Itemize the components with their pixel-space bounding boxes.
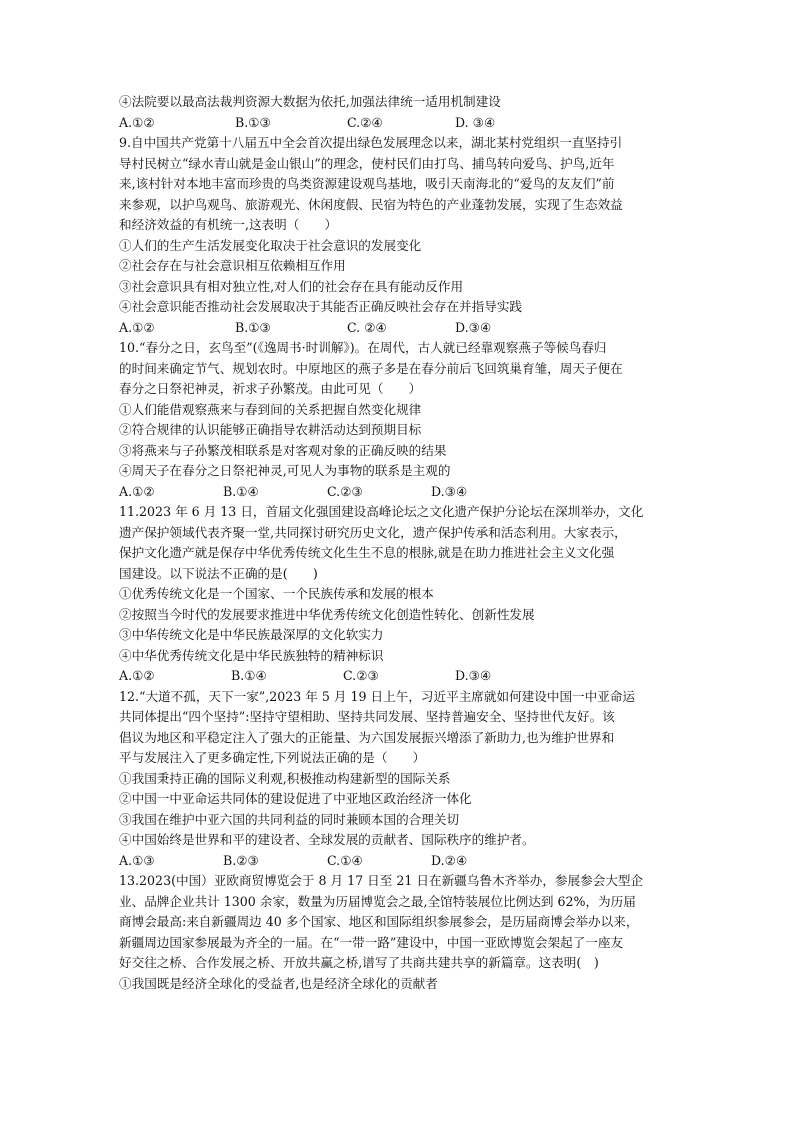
q8-options	[119, 113, 689, 134]
q11-option-a[interactable]: A.①②	[119, 668, 155, 683]
q11-options	[119, 666, 689, 687]
q13-item-1: ①我国既是经济全球化的受益者,也是经济全球化的贡献者	[119, 975, 438, 991]
q10-item-1: ①人们能借观察燕来与春到间的关系把握自然变化规律	[119, 401, 422, 417]
exam-page	[119, 92, 689, 994]
q8-option-a[interactable]: A.①②	[119, 114, 155, 130]
q10-options	[119, 482, 689, 503]
q12-options	[119, 851, 689, 872]
q13-stem-line: 业、品牌企业共计 1300 余家，数量为历届博览会之最,全馆特装展位比例达到 62%，为历届	[119, 893, 636, 909]
q12-item-4: ④中国始终是世界和平的建设者、全球发展的贡献者、国际秩序的维护者。	[119, 832, 535, 847]
q9-option-c[interactable]: C. ②④	[347, 319, 387, 335]
q11-stem-line: 保护文化遗产就是保存中华优秀传统文化生生不息的根脉,就是在助力推进社会主义文化强	[119, 545, 615, 560]
q10-stem-line: 春分之日祭祀神灵，祈求子孙繁茂。由此可见（ ）	[119, 381, 422, 396]
q11-item-4: ④中华优秀传统文化是中华民族独特的精神标识	[119, 647, 384, 663]
question-8-tail	[119, 92, 689, 133]
q11-item-1: ①优秀传统文化是一个国家、一个民族传承和发展的根本	[119, 586, 434, 601]
q12-option-b[interactable]: B.②③	[223, 852, 259, 868]
q9-option-a[interactable]: A.①②	[119, 319, 155, 335]
q11-option-b[interactable]: B.①④	[231, 668, 267, 683]
q12-option-d[interactable]: D.②④	[431, 852, 468, 868]
q11-option-c[interactable]: C.②③	[343, 668, 379, 683]
q9-option-d[interactable]: D.③④	[455, 319, 492, 335]
q10-stem-line: 的时间来确定节气、规划农时。中原地区的燕子多是在春分前后飞回筑巢育雏，周天子便在	[119, 360, 623, 376]
question-11	[119, 502, 689, 687]
q9-item-4: ④社会意识能否推动社会发展取决于其能否正确反映社会存在并指导实践	[119, 299, 522, 314]
q12-option-c[interactable]: C.①④	[327, 852, 363, 868]
q11-option-d[interactable]: D.③④	[455, 668, 492, 683]
q8-item-4: ④法院要以最高法裁判资源大数据为依托,加强法律统一适用机制建设	[119, 94, 501, 109]
q11-stem-line: 遗产保护领域代表齐聚一堂,共同探讨研究历史文化，遗产保护传承和活态利用。大家表示，	[119, 524, 627, 540]
q13-stem-line: 新疆周边国家参展最为齐全的一届。在“一带一路”建设中，中国一亚欧博览会架起了一座友	[119, 934, 624, 950]
q9-stem-line: 来,该村针对本地丰富而珍贵的鸟类资源建设观鸟基地，吸引天南海北的“爱鸟的友友们”前	[119, 176, 615, 191]
q11-stem-line: 国建设。以下说法不正确的是( )	[119, 565, 318, 581]
q12-stem-line: 12.“大道不孤，天下一家”,2023 年 5 月 19 日上午，习近平主席就如何建设中国一中亚命运	[119, 688, 636, 704]
q9-stem-line: 来参观，以护鸟观鸟、旅游观光、休闲度假、民宿为特色的产业蓬勃发展，实现了生态效益	[119, 196, 623, 212]
q13-stem-line: 商博会最高:来自新疆周边 40 多个国家、地区和国际组织参展参会，是历届商博会举办以来，	[119, 914, 639, 929]
q12-stem-line: 共同体提出“四个坚持”:坚持守望相助、坚持共同发展、坚持普遍安全、坚持世代友好。该	[119, 709, 615, 724]
q11-item-3: ③中华传统文化是中华民族最深厚的文化软实力	[119, 627, 384, 642]
q10-option-c[interactable]: C.②③	[327, 483, 363, 499]
q9-stem-line: 9.自中国共产党第十八届五中全会首次提出绿色发展理念以来，湖北某村党组织一直坚持引	[119, 135, 623, 150]
q11-stem-line: 11.2023 年 6 月 13 日，首届文化强国建设高峰论坛之文化遗产保护分论坛在深圳举办，文化	[119, 504, 644, 519]
q9-stem-line: 和经济效益的有机统一,这表明（ ）	[119, 217, 338, 232]
question-9	[119, 133, 689, 338]
q9-options	[119, 318, 689, 339]
q9-stem-line: 导村民树立“绿水青山就是金山银山”的理念，使村民们由打鸟、捕鸟转向爱鸟、护鸟,近年	[119, 155, 615, 171]
q10-option-b[interactable]: B.①④	[223, 483, 259, 499]
q10-item-2: ②符合规律的认识能够正确指导农耕活动达到预期目标	[119, 422, 422, 437]
q9-item-3: ③社会意识具有相对独立性,对人们的社会存在具有能动反作用	[119, 278, 464, 294]
q8-option-c[interactable]: C.②④	[347, 114, 383, 130]
q12-item-1: ①我国秉持正确的国际义利观,积极推动构建新型的国际关系	[119, 770, 451, 786]
q12-item-3: ③我国在维护中亚六国的共同利益的同时兼顾本国的合理关切	[119, 811, 460, 827]
q12-stem-line: 平与发展注入了更多确定性,下列说法正确的是（ ）	[119, 750, 426, 765]
q9-item-1: ①人们的生产生活发展变化取决于社会意识的发展变化	[119, 237, 422, 253]
question-13	[119, 871, 689, 994]
q10-item-3: ③将燕来与子孙繁茂相联系是对客观对象的正确反映的结果	[119, 442, 447, 458]
q13-stem-line: 13.2023(中国）亚欧商贸博览会于 8 月 17 日至 21 日在新疆乌鲁木齐举办，参展参会大型企	[119, 873, 644, 888]
q10-stem-line: 10.“春分之日，玄鸟至”(《逸周书·时训解》)。在周代，古人就已经靠观察燕子等候鸟春归	[119, 340, 607, 355]
q11-item-2: ②按照当今时代的发展要求推进中华优秀传统文化创造性转化、创新性发展	[119, 606, 535, 622]
q10-option-d[interactable]: D.③④	[431, 483, 468, 499]
q12-item-2: ②中国一中亚命运共同体的建设促进了中亚地区政治经济一体化	[119, 791, 472, 806]
q12-stem-line: 倡议为地区和平稳定注入了强大的正能量、为六国发展振兴增添了新助力,也为维护世界和	[119, 729, 615, 745]
q10-item-4: ④周天子在春分之日祭祀神灵,可见人为事物的联系是主观的	[119, 463, 451, 478]
question-10	[119, 338, 689, 502]
q12-option-a[interactable]: A.①③	[119, 852, 155, 868]
q9-option-b[interactable]: B.①③	[235, 319, 271, 335]
q10-option-a[interactable]: A.①②	[119, 483, 155, 499]
question-12	[119, 687, 689, 872]
q13-stem-line: 好交往之桥、合作发展之桥、开放共赢之桥,谱写了共商共建共享的新篇章。这表明( )	[119, 955, 599, 970]
q9-item-2: ②社会存在与社会意识相互依赖相互作用	[119, 258, 346, 273]
q8-option-d[interactable]: D. ③④	[455, 114, 496, 130]
q8-option-b[interactable]: B.①③	[235, 114, 271, 130]
